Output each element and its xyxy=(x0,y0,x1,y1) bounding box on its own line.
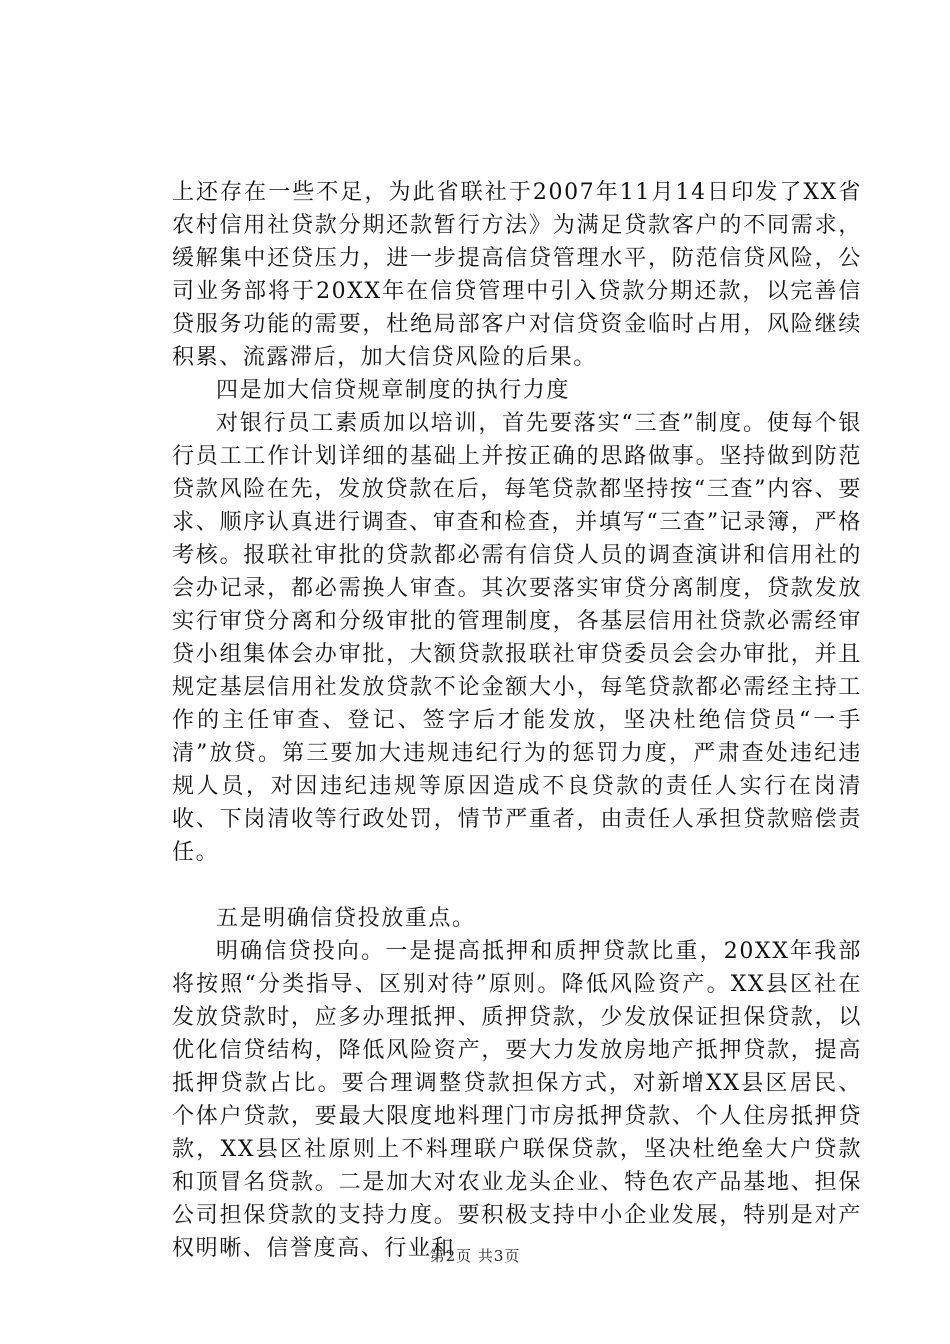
paragraph-loan-installment: 上还存在一些不足，为此省联社于2007年11月14日印发了XX省农村信用社贷款分期还款暂行方法》为满足贷款客户的不同需求，缓解集中还贷压力，进一步提高信贷管理水平，防范信贷风险，公司业务部将于20XX年在信贷管理中引入贷款分期还款，以完善信贷服务功能的需要，杜绝局部客户对信贷资金临时占用，风险继续积累、流露滞后，加大信贷风险的后果。 xyxy=(172,180,862,370)
paragraph-spacer xyxy=(172,869,862,902)
paragraph-staff-training: 对银行员工素质加以培训，首先要落实“三查”制度。使每个银行员工工作计划详细的基础上并按正确的思路做事。坚持做到防范贷款风险在先，发放贷款在后，每笔贷款都坚持按“三查”内容、要求、顺序认真进行调查、审查和检查，并填写“三查”记录簿，严格考核。报联社审批的贷款都必需有信贷人员的调查演讲和信用社的会办记录，都必需换人审查。其次要落实审贷分离制度，贷款发放实行审贷分离和分级审批的管理制度，各基层信用社贷款必需经审贷小组集体会办审批，大额贷款报联社审贷委员会会办审批，并且规定基层信用社发放贷款不论金额大小，每笔贷款都必需经主持工作的主任审查、登记、签字后才能发放，坚决杜绝信贷员“一手清”放贷。第三要加大违规违纪行为的惩罚力度，严肃查处违纪违规人员，对因违纪违规等原因造成不良贷款的责任人实行在岗清收、下岗清收等行政处罚，情节严重者，由责任人承担贷款赔偿责任。 xyxy=(172,411,862,865)
section-heading-five: 五是明确信贷投放重点。 xyxy=(216,906,476,931)
document-body xyxy=(172,176,862,1265)
paragraph-credit-direction: 明确信贷投向。一是提高抵押和质押贷款比重，20XX年我部将按照“分类指导、区别对待”原则。降低风险资产。XX县区社在发放贷款时，应多办理抵押、质押贷款，少发放保证担保贷款，以优化信贷结构，降低风险资产，要大力发放房地产抵押贷款，提高抵押贷款占比。要合理调整贷款担保方式，对新增XX县区居民、个体户贷款，要最大限度地料理门市房抵押贷款、个人住房抵押贷款，XX县区社原则上不料理联户联保贷款，坚决杜绝垒大户贷款和顶冒名贷款。二是加大对农业龙头企业、特色农产品基地、担保公司担保贷款的支持力度。要积极支持中小企业发展，特别是对产权明晰、信誉度高、行业和 xyxy=(172,939,862,1261)
section-heading-four: 四是加大信贷规章制度的执行力度 xyxy=(216,378,571,403)
page-number-footer: 第2页 共3页 xyxy=(429,1247,521,1265)
